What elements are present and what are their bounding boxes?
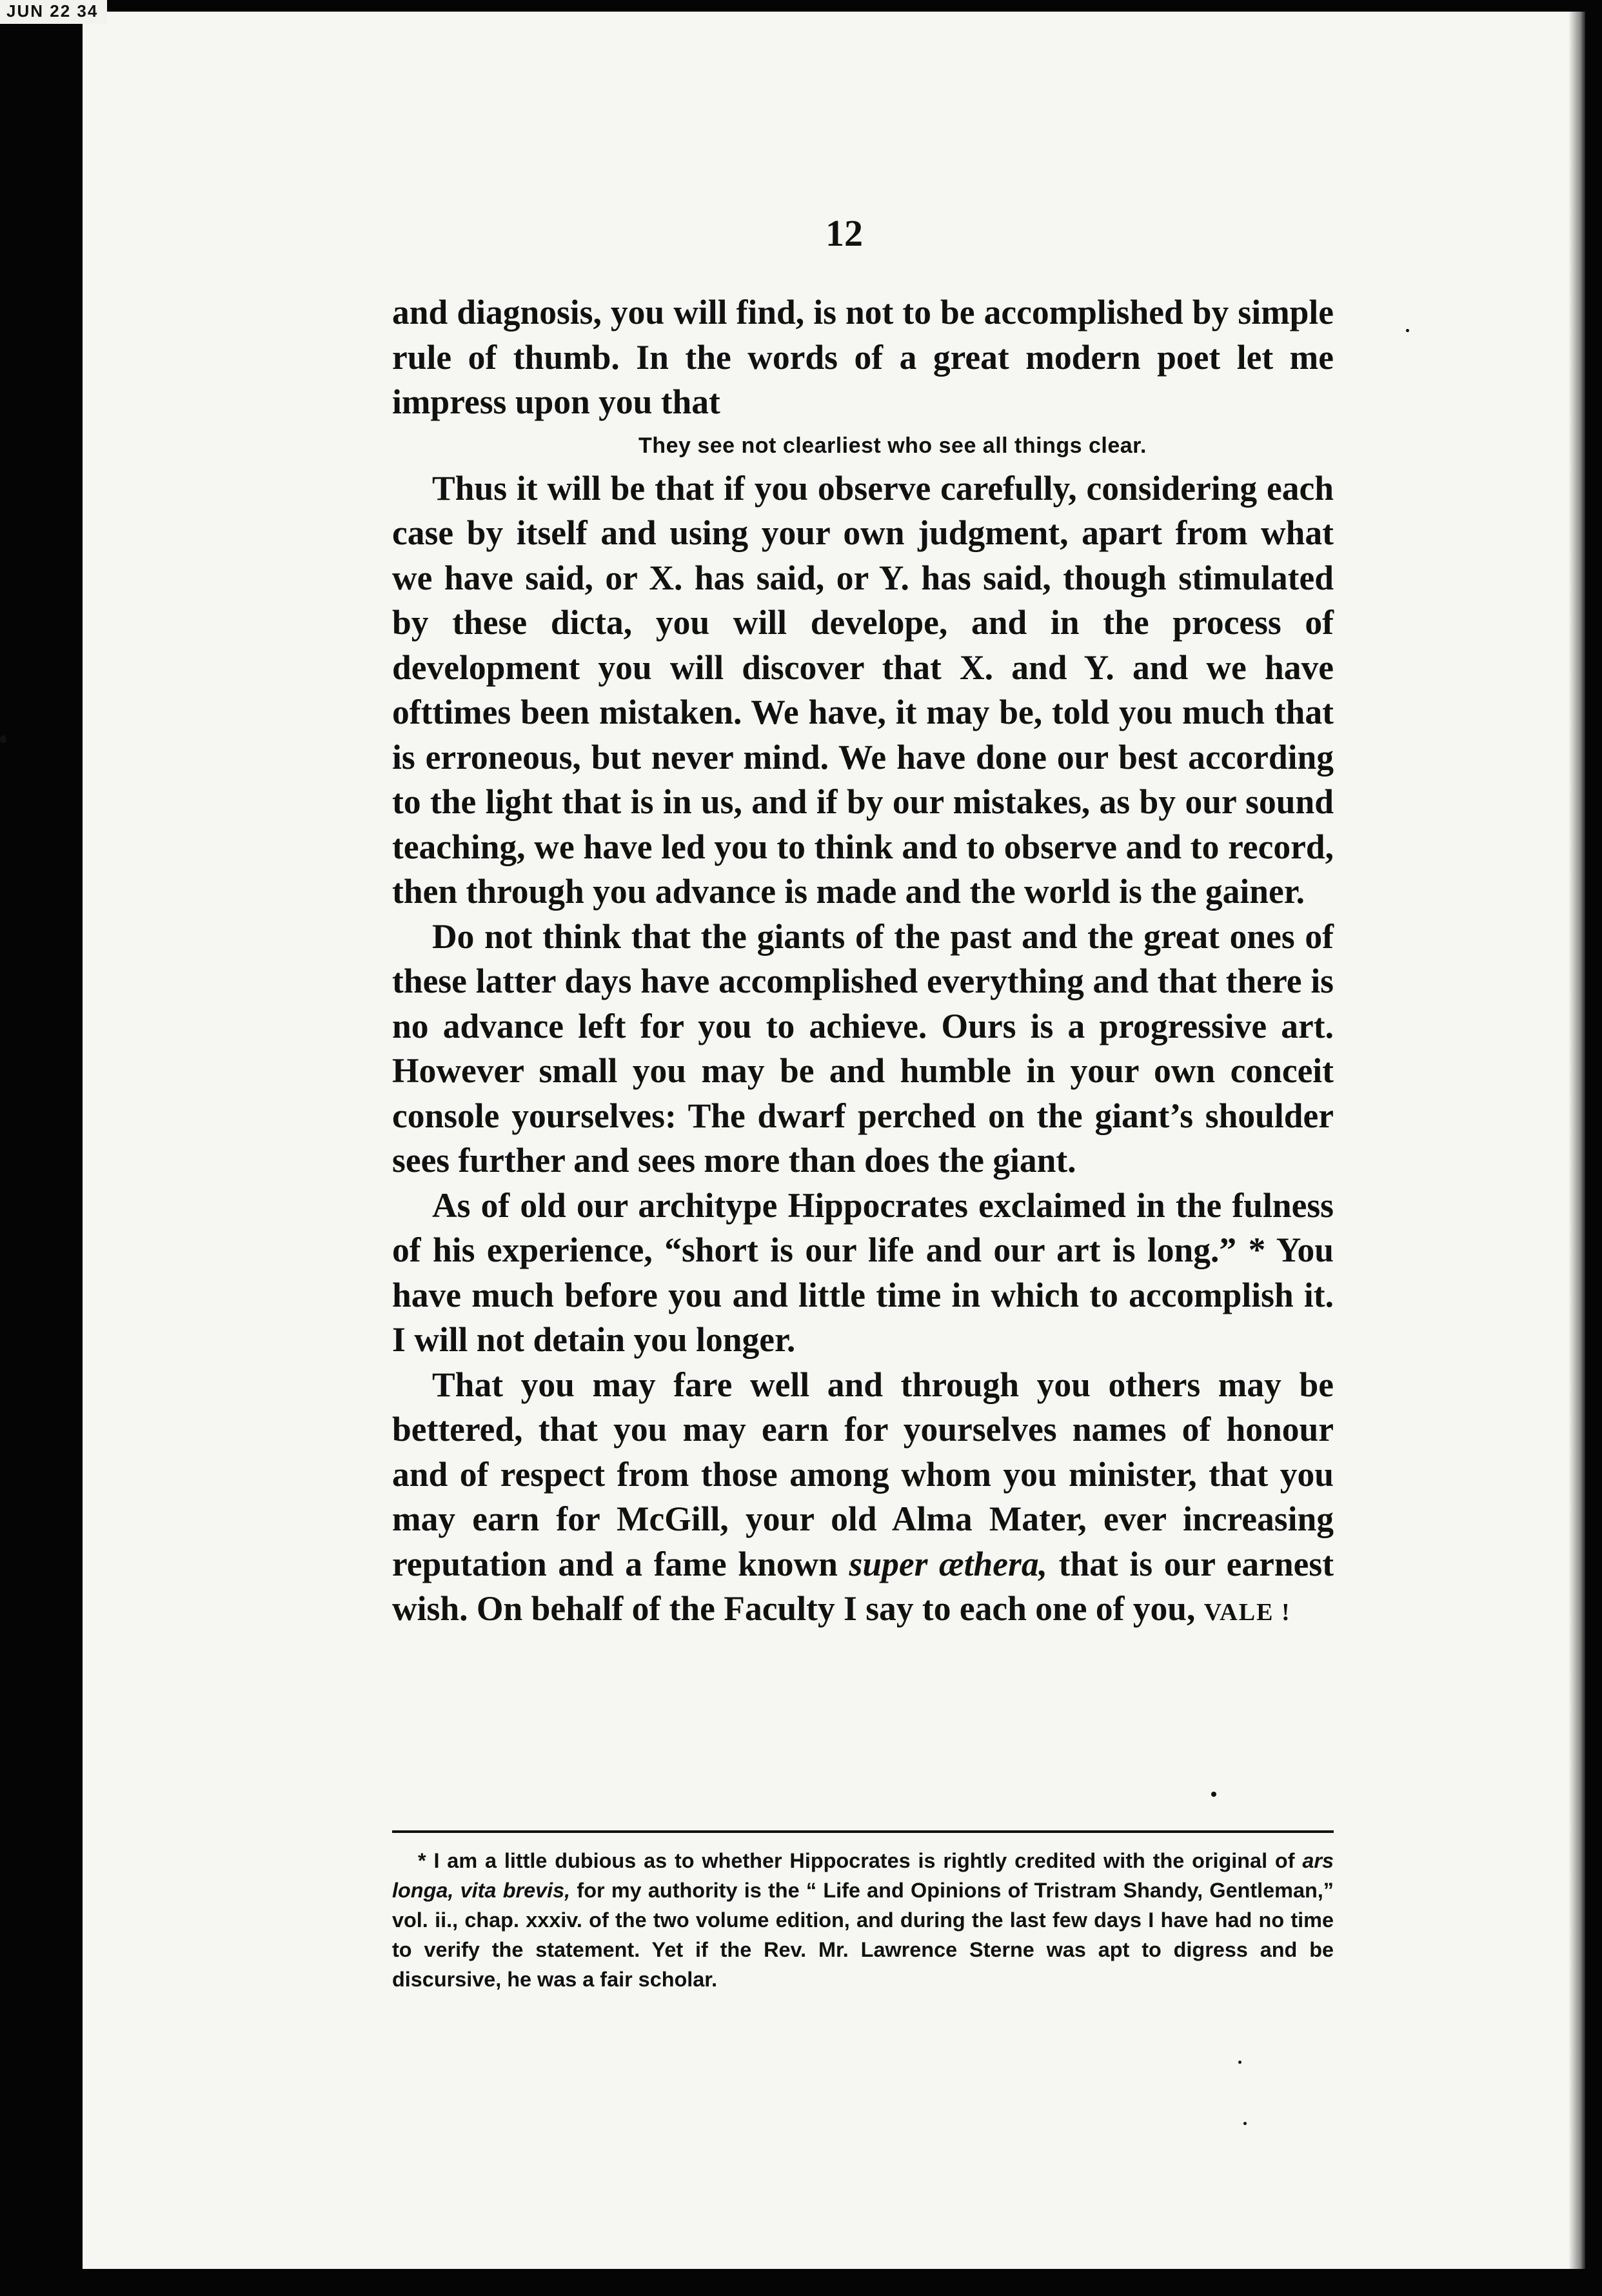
paragraph-5 xyxy=(392,1363,1334,1636)
paragraph-5-text-end: that is our earnest wish. On behalf of the Faculty I say to each one of you, xyxy=(392,1544,1334,1628)
footnote-text-end: for my authority is the “ Life and Opinions of Tristram Shandy, Gentleman,” vol. ii., chap. xxxiv. of the two volume edition, and during the last few days I have had no time to verify the statement. Yet if the Rev. Mr. Lawrence Sterne was apt to digress and be discursive, he was a fair scholar. xyxy=(392,1879,1334,1991)
scan-speck xyxy=(0,735,6,743)
paragraph-5-text: That you may fare well and through you others may be bettered, that you may earn for yourselves names of honour and of respect from those among whom you minister, that you may earn for McGill, your old Alma Mater, ever increasing reputation and a fame known xyxy=(392,1365,1334,1583)
poem-quote: They see not clearliest who see all things clear. xyxy=(638,433,1147,458)
footnote xyxy=(392,1846,1334,1994)
body-text xyxy=(392,290,1334,1636)
scan-speck xyxy=(1211,1792,1216,1797)
paragraph-3: Do not think that the giants of the past and the great ones of these latter days have accomplished everything and that there is no advance left for you to achieve. Ours is a progressive art. However small you may be and humble in your own conceit console yourselves: The dwarf perched on the giant’s shoulder sees further and sees more than does the giant. xyxy=(392,916,1334,1180)
latin-phrase: super æthera, xyxy=(849,1544,1047,1583)
scan-speck xyxy=(1243,2122,1247,2125)
paragraph-1: and diagnosis, you will find, is not to be accomplished by simple rule of thumb. In the words of a great modern poet let me impress upon you that xyxy=(392,293,1334,421)
page-number: 12 xyxy=(826,212,863,254)
scan-speck xyxy=(1238,2061,1241,2064)
paragraph-2: Thus it will be that if you observe carefully, considering each case by itself and using your own judgment, apart from what we have said, or X. has said, or Y. has said, though stimulated by these dicta, you will develope, and in the process of development you will discover that X. and Y. and we have ofttimes been mistaken. We have, it may be, told you much that is erroneous, but never mind. We have done our best according to the light that is in us, and if by our mistakes, as by our sound teaching, we have led you to think and to observe and to record, then through you advance is made and the world is the gainer. xyxy=(392,468,1334,911)
scan-speck xyxy=(1406,329,1409,332)
footnote-latin: ars longa, vita brevis, xyxy=(392,1849,1334,1902)
paragraph-4: As of old our architype Hippocrates exclaimed in the fulness of his experience, “short is our life and our art is long.” * You have much before you and little time in which to accomplish it. I will not detain you longer. xyxy=(392,1185,1334,1359)
vale-word: VALE ! xyxy=(1203,1599,1291,1626)
footnote-text: * I am a little dubious as to whether Hippocrates is rightly credited with the original of xyxy=(418,1849,1295,1872)
page-edge-shadow xyxy=(1568,12,1585,2269)
footnote-rule xyxy=(392,1830,1334,1833)
date-stamp: JUN 22 34 xyxy=(0,0,107,24)
